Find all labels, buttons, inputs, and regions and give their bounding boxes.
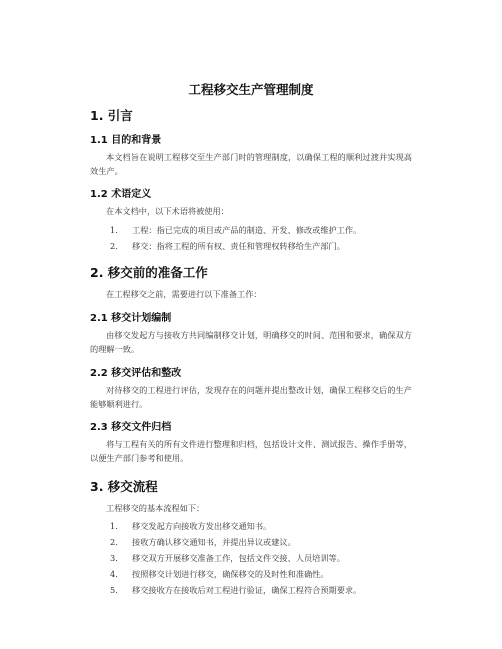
section-2-3-text: 将与工程有关的所有文件进行整理和归档，包括设计文件、测试报告、操作手册等，以便生产部门参考和使用。 bbox=[90, 439, 412, 463]
section-3-intro: 工程移交的基本流程如下： bbox=[106, 503, 205, 513]
list-item bbox=[110, 566, 361, 582]
section-1-1-heading: 1.1 目的和背景 bbox=[90, 135, 162, 146]
list-item bbox=[110, 238, 361, 254]
list-item-text: 移交接收方在接收后对工程进行验证，确保工程符合预期要求。 bbox=[132, 585, 362, 595]
section-2-2-text: 对待移交的工程进行评估，发现存在的问题并提出整改计划，确保工程移交后的生产能够顺利进行。 bbox=[90, 385, 412, 409]
list-item bbox=[110, 534, 361, 550]
list-item-text: 接收方确认移交通知书，并提出异议或建议。 bbox=[132, 537, 296, 547]
list-item-text: 移交双方开展移交准备工作，包括文件交接、人员培训等。 bbox=[132, 553, 345, 563]
list-item-text: 移交：指将工程的所有权、责任和管理权转移给生产部门。 bbox=[132, 241, 345, 251]
document-title: 工程移交生产管理制度 bbox=[188, 82, 314, 97]
list-item-text: 按照移交计划进行移交，确保移交的及时性和准确性。 bbox=[132, 569, 329, 579]
section-2-3-heading: 2.3 移交文件归档 bbox=[90, 422, 172, 433]
section-2-1-text: 由移交发起方与接收方共同编制移交计划，明确移交的时间、范围和要求，确保双方的理解一致。 bbox=[90, 330, 412, 354]
list-item-number: 2. bbox=[110, 241, 118, 251]
list-item-text: 移交发起方向接收方发出移交通知书。 bbox=[132, 521, 272, 531]
list-item-number: 2. bbox=[110, 537, 118, 547]
list-item-text: 工程：指已完成的项目或产品的制造、开发、修改或维护工作。 bbox=[132, 225, 362, 235]
list-item-number: 4. bbox=[110, 569, 118, 579]
handover-process-list bbox=[110, 518, 361, 598]
section-2-2-heading: 2.2 移交评估和整改 bbox=[90, 368, 182, 379]
list-item-number: 1. bbox=[110, 225, 118, 235]
section-1-heading: 1. 引言 bbox=[90, 108, 133, 123]
list-item bbox=[110, 582, 361, 598]
section-3-heading: 3. 移交流程 bbox=[90, 479, 158, 494]
term-definition-list bbox=[110, 222, 361, 254]
section-1-2-heading: 1.2 术语定义 bbox=[90, 189, 152, 200]
section-2-heading: 2. 移交前的准备工作 bbox=[90, 265, 208, 280]
list-item-number: 3. bbox=[110, 553, 118, 563]
section-2-1-heading: 2.1 移交计划编制 bbox=[90, 313, 172, 324]
list-item bbox=[110, 222, 361, 238]
section-1-2-intro: 在本文档中，以下术语将被使用： bbox=[106, 206, 229, 216]
list-item bbox=[110, 518, 361, 534]
list-item-number: 1. bbox=[110, 521, 118, 531]
list-item-number: 5. bbox=[110, 585, 118, 595]
section-2-intro: 在工程移交之前，需要进行以下准备工作： bbox=[106, 289, 262, 299]
section-1-1-text: 本文档旨在说明工程移交至生产部门时的管理制度，以确保工程的顺利过渡并实现高效生产。 bbox=[90, 152, 412, 176]
list-item bbox=[110, 550, 361, 566]
